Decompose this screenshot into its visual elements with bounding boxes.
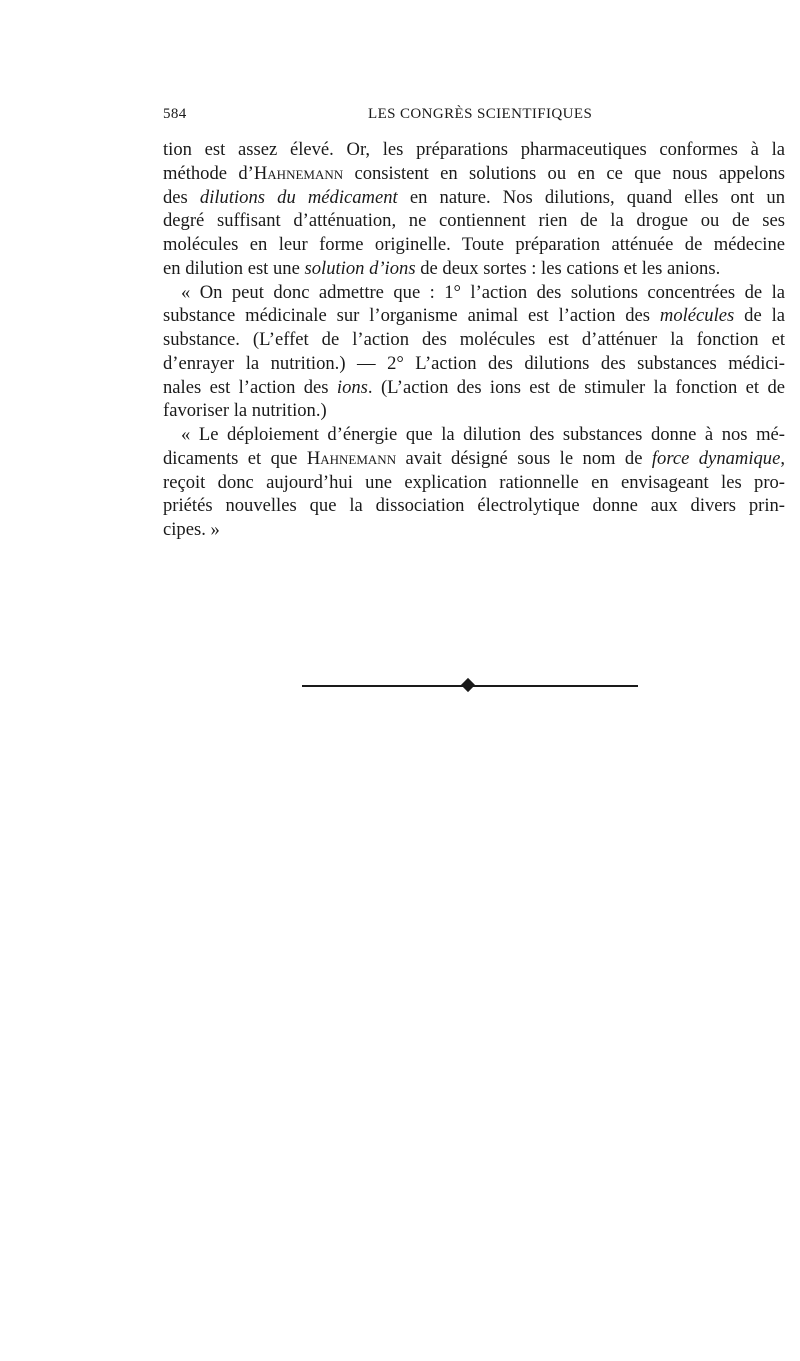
text-run: méthode d’ — [163, 162, 254, 184]
text-run: substance. (L’effet de l’action des molécules est d’atténuer la fonction et — [163, 329, 785, 350]
text-line — [163, 162, 785, 186]
text-line — [163, 352, 785, 376]
text-line — [163, 471, 785, 495]
text-run: « On peut donc admettre que : 1° l’action des solutions concentrées de la — [181, 281, 785, 303]
text-run: nales est l’action des — [163, 376, 337, 398]
diamond-ornament-icon — [461, 678, 475, 692]
text-run: des — [163, 186, 200, 208]
text-run: priétés nouvelles que la dissociation électrolytique donne aux divers prin- — [163, 495, 785, 517]
text-line — [163, 447, 785, 471]
text-run: molécules en leur forme originelle. Toute préparation atténuée de médecine — [163, 234, 785, 255]
emphasis-text: ions — [336, 376, 368, 398]
text-line — [163, 328, 785, 352]
text-run: favoriser la nutrition.) — [163, 400, 327, 422]
text-run: consistent en solutions ou en ce que nous appelons — [343, 162, 785, 184]
emphasis-text: dilutions du médicament — [199, 186, 398, 208]
text-line — [163, 494, 785, 518]
page-header — [163, 106, 785, 130]
page-number: 584 — [163, 106, 187, 122]
text-run: . (L’action des ions est de stimuler la fonction et de — [367, 376, 785, 398]
text-line — [163, 138, 785, 162]
body-text — [163, 138, 785, 542]
author-name: Hahnemann — [253, 162, 344, 184]
text-line — [163, 304, 785, 328]
emphasis-text: force dynamique — [651, 447, 781, 469]
text-run: , — [780, 447, 785, 469]
text-run: en dilution est une — [163, 257, 305, 279]
text-line — [163, 399, 785, 423]
text-line — [163, 209, 785, 233]
text-line — [163, 376, 785, 400]
text-run: reçoit donc aujourd’hui une explication rationnelle en envisageant les pro- — [163, 471, 785, 493]
text-line — [163, 281, 785, 305]
text-run: substance médicinale sur l’organisme animal est l’action des — [163, 305, 660, 327]
text-run: « Le déploiement d’énergie que la dilution des substances donne à nos mé- — [181, 424, 785, 445]
text-line — [163, 518, 785, 542]
text-run: d’enrayer la nutrition.) — 2° L’action des dilutions des substances médici- — [163, 352, 785, 374]
ornamental-divider — [302, 676, 638, 696]
text-run: degré suffisant d’atténuation, ne contiennent rien de la drogue ou de ses — [163, 210, 785, 232]
text-run: cipes. » — [163, 519, 220, 540]
text-line — [163, 423, 785, 447]
text-run: dicaments et que — [163, 447, 307, 469]
text-line — [163, 186, 785, 210]
text-line — [163, 257, 785, 281]
author-name: Hahnemann — [306, 447, 397, 469]
text-run: de la — [734, 305, 785, 327]
text-line — [163, 233, 785, 257]
text-run: en nature. Nos dilutions, quand elles ont un — [397, 186, 785, 208]
emphasis-text: molécules — [659, 305, 735, 327]
emphasis-text: solution d’ions — [304, 257, 416, 279]
running-title: LES CONGRÈS SCIENTIFIQUES — [368, 106, 593, 122]
text-run: tion est assez élevé. Or, les préparations pharmaceutiques conformes à la — [163, 139, 785, 160]
text-run: de deux sortes : les cations et les anions. — [415, 257, 721, 279]
text-run: avait désigné sous le nom de — [396, 447, 652, 469]
